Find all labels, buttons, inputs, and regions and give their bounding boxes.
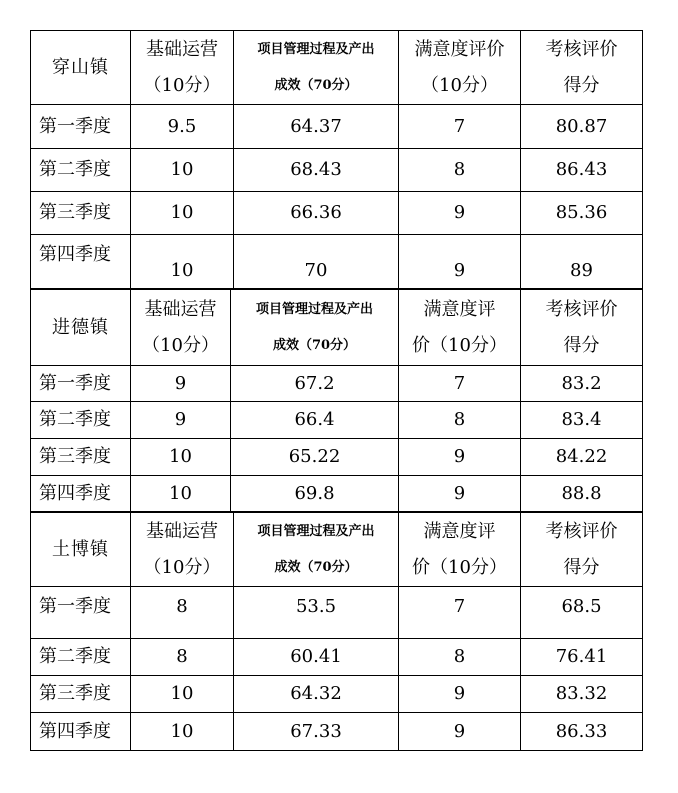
quarter-label: 第二季度 xyxy=(31,639,131,676)
basic-value: 8 xyxy=(131,639,234,676)
score-value: 83.32 xyxy=(521,676,643,713)
score-value: 83.2 xyxy=(521,366,643,402)
table-row xyxy=(31,439,643,476)
basic-value: 8 xyxy=(131,587,234,639)
score-value: 84.22 xyxy=(521,439,643,476)
satisfaction-value: 8 xyxy=(399,149,521,192)
project-value: 67.2 xyxy=(231,366,399,402)
satisfaction-value: 7 xyxy=(399,105,521,149)
project-value: 68.43 xyxy=(234,149,399,192)
basic-value: 10 xyxy=(131,235,234,289)
header-satisfaction: 满意度评价 （10分） xyxy=(399,31,521,105)
header-score: 考核评价 得分 xyxy=(521,513,643,587)
header-row xyxy=(31,513,643,587)
table-row xyxy=(31,192,643,235)
quarter-label: 第一季度 xyxy=(31,587,131,639)
header-row xyxy=(31,290,643,366)
project-value: 69.8 xyxy=(231,476,399,512)
project-value: 53.5 xyxy=(234,587,399,639)
section-jinde xyxy=(30,289,642,512)
quarter-label: 第三季度 xyxy=(31,192,131,235)
basic-value: 10 xyxy=(131,439,231,476)
town-name: 进德镇 xyxy=(31,290,131,366)
header-satisfaction: 满意度评 价（10分） xyxy=(399,290,521,366)
basic-value: 10 xyxy=(131,149,234,192)
score-value: 86.43 xyxy=(521,149,643,192)
satisfaction-value: 9 xyxy=(399,713,521,751)
assessment-table xyxy=(30,30,642,751)
table-row xyxy=(31,676,643,713)
basic-value: 10 xyxy=(131,476,231,512)
quarter-label: 第三季度 xyxy=(31,676,131,713)
quarter-label: 第一季度 xyxy=(31,105,131,149)
town-name: 穿山镇 xyxy=(31,31,131,105)
project-value: 66.36 xyxy=(234,192,399,235)
header-basic: 基础运营 （10分） xyxy=(131,290,231,366)
quarter-label: 第二季度 xyxy=(31,149,131,192)
satisfaction-value: 7 xyxy=(399,366,521,402)
score-value: 88.8 xyxy=(521,476,643,512)
score-value: 68.5 xyxy=(521,587,643,639)
header-project: 项目管理过程及产出 成效（70分） xyxy=(234,31,399,105)
satisfaction-value: 7 xyxy=(399,587,521,639)
table-row xyxy=(31,149,643,192)
satisfaction-value: 9 xyxy=(399,235,521,289)
score-value: 89 xyxy=(521,235,643,289)
table-row xyxy=(31,476,643,512)
section-tubo xyxy=(30,512,642,751)
project-value: 64.32 xyxy=(234,676,399,713)
header-project: 项目管理过程及产出 成效（70分） xyxy=(231,290,399,366)
project-value: 70 xyxy=(234,235,399,289)
table-row xyxy=(31,587,643,639)
score-value: 83.4 xyxy=(521,402,643,439)
table-row xyxy=(31,402,643,439)
table-row xyxy=(31,713,643,751)
table-row xyxy=(31,366,643,402)
project-value: 66.4 xyxy=(231,402,399,439)
section-chuanshan xyxy=(30,30,642,289)
project-value: 65.22 xyxy=(231,439,399,476)
score-value: 86.33 xyxy=(521,713,643,751)
basic-value: 10 xyxy=(131,713,234,751)
satisfaction-value: 9 xyxy=(399,676,521,713)
header-basic: 基础运营 （10分） xyxy=(131,513,234,587)
quarter-label: 第四季度 xyxy=(31,713,131,751)
quarter-label: 第四季度 xyxy=(31,476,131,512)
basic-value: 10 xyxy=(131,192,234,235)
table-row xyxy=(31,639,643,676)
town-name: 土博镇 xyxy=(31,513,131,587)
score-value: 80.87 xyxy=(521,105,643,149)
score-value: 76.41 xyxy=(521,639,643,676)
basic-value: 9 xyxy=(131,366,231,402)
satisfaction-value: 9 xyxy=(399,439,521,476)
quarter-label: 第二季度 xyxy=(31,402,131,439)
quarter-label: 第一季度 xyxy=(31,366,131,402)
project-value: 60.41 xyxy=(234,639,399,676)
project-value: 64.37 xyxy=(234,105,399,149)
satisfaction-value: 8 xyxy=(399,402,521,439)
satisfaction-value: 9 xyxy=(399,476,521,512)
project-value: 67.33 xyxy=(234,713,399,751)
basic-value: 10 xyxy=(131,676,234,713)
satisfaction-value: 9 xyxy=(399,192,521,235)
quarter-label: 第四季度 xyxy=(31,235,131,289)
score-value: 85.36 xyxy=(521,192,643,235)
header-score: 考核评价 得分 xyxy=(521,290,643,366)
header-satisfaction: 满意度评 价（10分） xyxy=(399,513,521,587)
header-basic: 基础运营 （10分） xyxy=(131,31,234,105)
satisfaction-value: 8 xyxy=(399,639,521,676)
header-row xyxy=(31,31,643,105)
basic-value: 9 xyxy=(131,402,231,439)
quarter-label: 第三季度 xyxy=(31,439,131,476)
table-row xyxy=(31,105,643,149)
basic-value: 9.5 xyxy=(131,105,234,149)
header-score: 考核评价 得分 xyxy=(521,31,643,105)
header-project: 项目管理过程及产出 成效（70分） xyxy=(234,513,399,587)
table-row xyxy=(31,235,643,289)
